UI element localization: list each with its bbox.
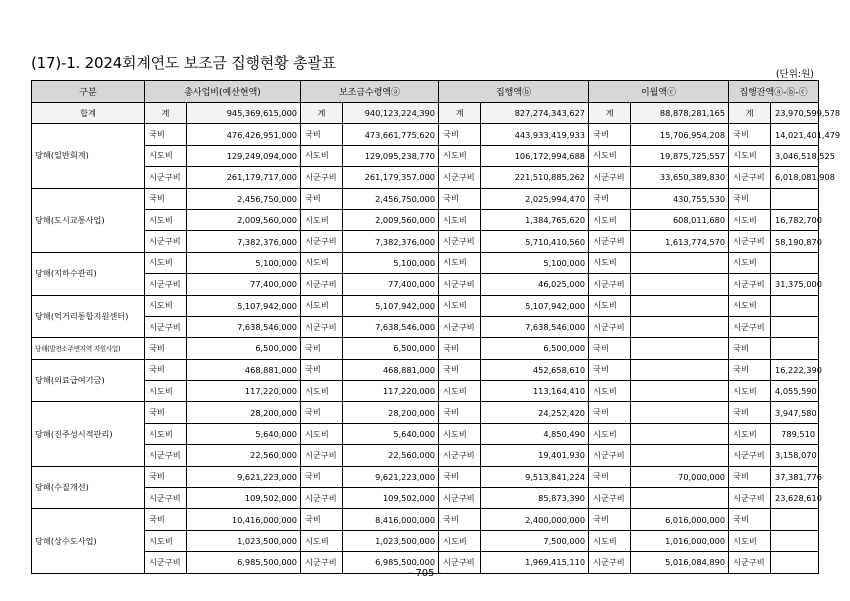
budget-value: 129,249,094,000 (187, 145, 301, 166)
funding-type: 시군구비 (729, 274, 771, 295)
group-category: 당해(억거리통합지원센터) (32, 295, 145, 338)
header-subsidy: 보조금수령액ⓐ (301, 81, 439, 103)
funding-type: 시군구비 (589, 445, 631, 466)
table-row (32, 231, 819, 252)
budget-value: 1,023,500,000 (187, 530, 301, 551)
executed-value: 7,638,546,000 (481, 316, 589, 337)
total-balance-value: 23,970,599,578 (771, 103, 819, 124)
funding-type: 시군구비 (301, 231, 343, 252)
funding-type: 국비 (439, 402, 481, 423)
subsidy-value: 5,640,000 (343, 423, 439, 444)
funding-type: 시군구비 (301, 445, 343, 466)
group-category: 당해(일반회계) (32, 124, 145, 188)
budget-value: 468,881,000 (187, 359, 301, 380)
budget-value: 7,638,546,000 (187, 316, 301, 337)
funding-type: 시도비 (145, 381, 187, 402)
executed-value: 221,510,885,262 (481, 167, 589, 188)
balance-value: 3,158,070 (771, 445, 819, 466)
funding-type: 국비 (301, 124, 343, 145)
funding-type: 시군구비 (145, 274, 187, 295)
executed-value: 6,500,000 (481, 338, 589, 359)
table-row (32, 381, 819, 402)
funding-type: 국비 (589, 466, 631, 487)
budget-value: 2,009,560,000 (187, 209, 301, 230)
funding-type: 시도비 (729, 295, 771, 316)
budget-value: 117,220,000 (187, 381, 301, 402)
subsidy-value: 22,560,000 (343, 445, 439, 466)
group-category: 당해(발전소주변지역 지원사업) (32, 338, 145, 359)
balance-value (771, 316, 819, 337)
budget-value: 2,456,750,000 (187, 188, 301, 209)
funding-type: 국비 (145, 359, 187, 380)
funding-type: 국비 (589, 124, 631, 145)
balance-value: 14,021,401,479 (771, 124, 819, 145)
table-row (32, 509, 819, 530)
funding-type: 시도비 (439, 209, 481, 230)
carryover-value (631, 316, 729, 337)
executed-value: 5,107,942,000 (481, 295, 589, 316)
group-category: 당해(도시교통사업) (32, 188, 145, 252)
funding-type: 시도비 (301, 145, 343, 166)
funding-type: 시군구비 (729, 316, 771, 337)
budget-value: 22,560,000 (187, 445, 301, 466)
funding-type: 시도비 (439, 295, 481, 316)
carryover-value (631, 252, 729, 273)
funding-type: 시군구비 (145, 231, 187, 252)
funding-type: 시도비 (729, 423, 771, 444)
funding-type: 시도비 (145, 252, 187, 273)
funding-type: 국비 (729, 509, 771, 530)
funding-type: 시군구비 (301, 552, 343, 573)
funding-type: 시군구비 (439, 167, 481, 188)
table-row (32, 488, 819, 509)
carryover-value (631, 295, 729, 316)
subsidy-value: 8,416,000,000 (343, 509, 439, 530)
funding-type: 시도비 (145, 423, 187, 444)
balance-value: 3,046,518,525 (771, 145, 819, 166)
funding-type: 시도비 (145, 295, 187, 316)
budget-value: 109,502,000 (187, 488, 301, 509)
executed-value: 2,400,000,000 (481, 509, 589, 530)
funding-type: 시도비 (589, 381, 631, 402)
table-row (32, 466, 819, 487)
funding-type: 국비 (729, 124, 771, 145)
carryover-value (631, 402, 729, 423)
subsidy-value: 28,200,000 (343, 402, 439, 423)
subsidy-value: 7,382,376,000 (343, 231, 439, 252)
funding-type: 시도비 (301, 423, 343, 444)
funding-type: 국비 (301, 338, 343, 359)
balance-value: 58,190,870 (771, 231, 819, 252)
executed-value: 7,500,000 (481, 530, 589, 551)
funding-type: 시도비 (439, 530, 481, 551)
funding-type: 시군구비 (439, 445, 481, 466)
subsidy-value: 6,985,500,000 (343, 552, 439, 573)
funding-type: 시군구비 (729, 445, 771, 466)
funding-type: 시군구비 (145, 316, 187, 337)
table-row (32, 209, 819, 230)
carryover-value (631, 338, 729, 359)
subsidy-value: 261,179,357,000 (343, 167, 439, 188)
funding-type: 시도비 (145, 530, 187, 551)
funding-type: 국비 (439, 124, 481, 145)
executed-value: 46,025,000 (481, 274, 589, 295)
subsidy-value: 129,095,238,770 (343, 145, 439, 166)
balance-value: 31,375,000 (771, 274, 819, 295)
funding-type: 국비 (301, 359, 343, 380)
subsidy-value: 5,100,000 (343, 252, 439, 273)
budget-value: 6,500,000 (187, 338, 301, 359)
carryover-value: 608,011,680 (631, 209, 729, 230)
funding-type: 시도비 (729, 145, 771, 166)
table-row (32, 145, 819, 166)
table-row (32, 530, 819, 551)
funding-type: 국비 (589, 338, 631, 359)
funding-type: 국비 (439, 509, 481, 530)
subsidy-value: 77,400,000 (343, 274, 439, 295)
balance-value: 16,782,700 (771, 209, 819, 230)
funding-type: 시군구비 (301, 274, 343, 295)
funding-type: 시도비 (439, 145, 481, 166)
table-row (32, 445, 819, 466)
funding-type: 시군구비 (145, 488, 187, 509)
table-row (32, 295, 819, 316)
carryover-value (631, 274, 729, 295)
funding-type: 시도비 (439, 252, 481, 273)
executed-value: 1,969,415,110 (481, 552, 589, 573)
funding-type: 시도비 (301, 252, 343, 273)
table-row (32, 188, 819, 209)
executed-value: 4,850,490 (481, 423, 589, 444)
subsidy-value: 5,107,942,000 (343, 295, 439, 316)
table-row (32, 402, 819, 423)
balance-value: 789,510 (771, 423, 819, 444)
funding-type: 국비 (729, 466, 771, 487)
subsidy-value: 2,456,750,000 (343, 188, 439, 209)
funding-type: 시군구비 (589, 552, 631, 573)
total-label: 계 (301, 103, 343, 124)
balance-value: 23,628,610 (771, 488, 819, 509)
total-subsidy-value: 940,123,224,390 (343, 103, 439, 124)
balance-value (771, 530, 819, 551)
table-row (32, 274, 819, 295)
carryover-value: 430,755,530 (631, 188, 729, 209)
balance-value: 37,381,776 (771, 466, 819, 487)
carryover-value: 19,875,725,557 (631, 145, 729, 166)
group-category: 당해(진주성시적관리) (32, 402, 145, 466)
executed-value: 9,513,841,224 (481, 466, 589, 487)
funding-type: 국비 (439, 359, 481, 380)
funding-type: 국비 (145, 466, 187, 487)
balance-value: 16,222,390 (771, 359, 819, 380)
funding-type: 시도비 (589, 423, 631, 444)
executed-value: 106,172,994,688 (481, 145, 589, 166)
executed-value: 5,100,000 (481, 252, 589, 273)
subsidy-summary-table (31, 80, 841, 574)
executed-value: 5,710,410,560 (481, 231, 589, 252)
total-budget-value: 945,369,615,000 (187, 103, 301, 124)
funding-type: 국비 (301, 509, 343, 530)
funding-type: 시군구비 (589, 316, 631, 337)
funding-type: 시군구비 (729, 552, 771, 573)
carryover-value: 70,000,000 (631, 466, 729, 487)
total-executed-value: 827,274,343,627 (481, 103, 589, 124)
balance-value: 6,018,081,908 (771, 167, 819, 188)
funding-type: 국비 (439, 466, 481, 487)
funding-type: 시군구비 (729, 488, 771, 509)
executed-value: 443,933,419,933 (481, 124, 589, 145)
executed-value: 452,658,610 (481, 359, 589, 380)
funding-type: 시군구비 (589, 167, 631, 188)
funding-type: 시도비 (439, 423, 481, 444)
balance-value (771, 252, 819, 273)
budget-value: 5,100,000 (187, 252, 301, 273)
carryover-value: 5,016,084,890 (631, 552, 729, 573)
balance-value (771, 509, 819, 530)
carryover-value (631, 423, 729, 444)
funding-type: 시도비 (439, 381, 481, 402)
header-carryover: 이월액ⓒ (589, 81, 729, 103)
total-carryover-value: 88,878,281,165 (631, 103, 729, 124)
executed-value: 113,164,410 (481, 381, 589, 402)
executed-value: 19,401,930 (481, 445, 589, 466)
table-header-row (32, 81, 819, 103)
header-category: 구분 (32, 81, 145, 103)
carryover-value (631, 488, 729, 509)
table-row (32, 252, 819, 273)
funding-type: 국비 (301, 188, 343, 209)
carryover-value (631, 359, 729, 380)
subsidy-value: 6,500,000 (343, 338, 439, 359)
funding-type: 국비 (439, 338, 481, 359)
total-label: 계 (145, 103, 187, 124)
funding-type: 국비 (145, 402, 187, 423)
funding-type: 국비 (589, 188, 631, 209)
funding-type: 시군구비 (145, 167, 187, 188)
table-row (32, 124, 819, 145)
group-category: 당해(의료급여기금) (32, 359, 145, 402)
balance-value: 3,947,580 (771, 402, 819, 423)
funding-type: 시도비 (729, 530, 771, 551)
budget-value: 7,382,376,000 (187, 231, 301, 252)
funding-type: 시도비 (589, 209, 631, 230)
group-category: 당해(수질개선) (32, 466, 145, 509)
funding-type: 국비 (145, 509, 187, 530)
total-row (32, 103, 819, 124)
funding-type: 국비 (145, 338, 187, 359)
funding-type: 시도비 (589, 145, 631, 166)
header-executed: 집행액ⓑ (439, 81, 589, 103)
budget-value: 28,200,000 (187, 402, 301, 423)
funding-type: 국비 (301, 466, 343, 487)
funding-type: 시도비 (301, 209, 343, 230)
balance-value (771, 188, 819, 209)
carryover-value: 33,650,389,830 (631, 167, 729, 188)
funding-type: 시도비 (301, 530, 343, 551)
header-total-budget: 총사업비(예산현액) (145, 81, 301, 103)
carryover-value: 6,016,000,000 (631, 509, 729, 530)
executed-value: 1,384,765,620 (481, 209, 589, 230)
balance-value (771, 338, 819, 359)
carryover-value: 1,016,000,000 (631, 530, 729, 551)
executed-value: 85,873,390 (481, 488, 589, 509)
funding-type: 국비 (729, 359, 771, 380)
budget-value: 5,107,942,000 (187, 295, 301, 316)
group-category: 당해(상수도사업) (32, 509, 145, 573)
funding-type: 국비 (145, 124, 187, 145)
subsidy-value: 109,502,000 (343, 488, 439, 509)
funding-type: 시군구비 (301, 316, 343, 337)
carryover-value: 15,706,954,208 (631, 124, 729, 145)
total-label: 계 (439, 103, 481, 124)
funding-type: 시군구비 (301, 167, 343, 188)
funding-type: 시군구비 (301, 488, 343, 509)
funding-type: 시도비 (729, 252, 771, 273)
subsidy-value: 2,009,560,000 (343, 209, 439, 230)
funding-type: 국비 (729, 188, 771, 209)
budget-value: 476,426,951,000 (187, 124, 301, 145)
subsidy-value: 9,621,223,000 (343, 466, 439, 487)
table-row (32, 338, 819, 359)
funding-type: 시군구비 (439, 316, 481, 337)
subsidy-value: 473,661,775,620 (343, 124, 439, 145)
funding-type: 시도비 (729, 209, 771, 230)
funding-type: 시도비 (301, 295, 343, 316)
funding-type: 시군구비 (589, 488, 631, 509)
funding-type: 시도비 (589, 252, 631, 273)
funding-type: 시도비 (145, 209, 187, 230)
funding-type: 시군구비 (729, 231, 771, 252)
budget-value: 10,416,000,000 (187, 509, 301, 530)
funding-type: 시군구비 (439, 488, 481, 509)
total-label: 계 (729, 103, 771, 124)
funding-type: 시도비 (589, 295, 631, 316)
funding-type: 국비 (589, 359, 631, 380)
funding-type: 국비 (439, 188, 481, 209)
total-label: 계 (589, 103, 631, 124)
funding-type: 시군구비 (729, 167, 771, 188)
total-category: 합계 (32, 103, 145, 124)
funding-type: 시도비 (301, 381, 343, 402)
table-row (32, 359, 819, 380)
funding-type: 국비 (301, 402, 343, 423)
balance-value (771, 295, 819, 316)
carryover-value (631, 381, 729, 402)
budget-value: 77,400,000 (187, 274, 301, 295)
funding-type: 시군구비 (589, 274, 631, 295)
funding-type: 국비 (589, 402, 631, 423)
funding-type: 시도비 (589, 530, 631, 551)
funding-type: 시도비 (729, 381, 771, 402)
table-row (32, 167, 819, 188)
budget-value: 261,179,717,000 (187, 167, 301, 188)
executed-value: 24,252,420 (481, 402, 589, 423)
carryover-value (631, 445, 729, 466)
subsidy-value: 7,638,546,000 (343, 316, 439, 337)
funding-type: 시군구비 (439, 274, 481, 295)
subsidy-value: 1,023,500,000 (343, 530, 439, 551)
carryover-value: 1,613,774,570 (631, 231, 729, 252)
funding-type: 시군구비 (145, 445, 187, 466)
budget-value: 6,985,500,000 (187, 552, 301, 573)
unit-label: (단위:원) (775, 69, 814, 80)
balance-value: 4,055,590 (771, 381, 819, 402)
funding-type: 시도비 (145, 145, 187, 166)
subsidy-value: 468,881,000 (343, 359, 439, 380)
funding-type: 시군구비 (589, 231, 631, 252)
budget-value: 9,621,223,000 (187, 466, 301, 487)
header-balance: 집행잔액ⓐ-ⓑ-ⓒ (729, 81, 819, 103)
group-category: 당해(지하수관리) (32, 252, 145, 295)
budget-value: 5,640,000 (187, 423, 301, 444)
funding-type: 국비 (729, 338, 771, 359)
executed-value: 2,025,994,470 (481, 188, 589, 209)
funding-type: 시군구비 (439, 552, 481, 573)
funding-type: 국비 (145, 188, 187, 209)
funding-type: 국비 (589, 509, 631, 530)
funding-type: 시군구비 (439, 231, 481, 252)
funding-type: 시군구비 (145, 552, 187, 573)
table-row (32, 423, 819, 444)
page-number: - 705 - (408, 568, 442, 579)
subsidy-value: 117,220,000 (343, 381, 439, 402)
funding-type: 국비 (729, 402, 771, 423)
page-title: (17)-1. 2024회계연도 보조금 집행현황 총괄표 (31, 54, 336, 72)
table-row (32, 316, 819, 337)
